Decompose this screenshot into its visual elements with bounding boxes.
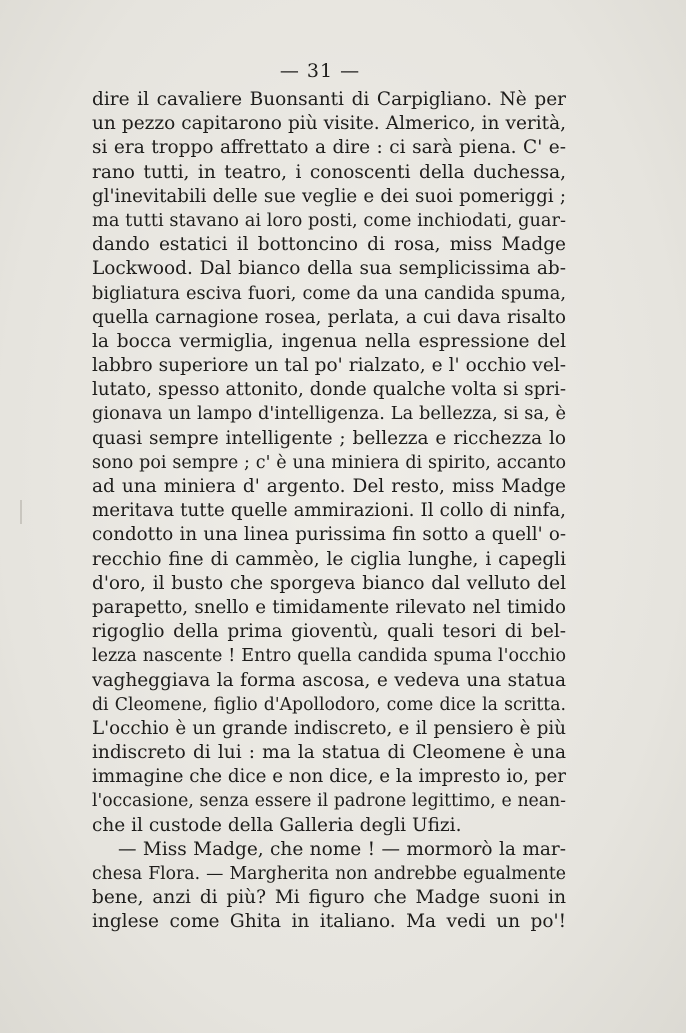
- text-line: recchio fine di cammèo, le ciglia lunghe, i capegli: [92, 548, 566, 570]
- text-line: lezza nascente ! Entro quella candida spuma l'occhio: [92, 646, 566, 667]
- text-line: che il custode della Galleria degli Ufizi.: [92, 814, 462, 836]
- text-line: labbro superiore un tal po' rialzato, e l' occhio vel-: [92, 355, 566, 377]
- text-line: di Cleomene, figlio d'Apollodoro, come dice la scritta.: [92, 694, 566, 715]
- margin-mark: [20, 500, 22, 524]
- page-number: — 31 —: [279, 60, 361, 82]
- text-line: gionava un lampo d'intelligenza. La bellezza, si sa, è: [92, 404, 566, 425]
- text-line: chesa Flora. — Margherita non andrebbe egualmente: [92, 864, 566, 884]
- text-line: bene, anzi di più? Mi figuro che Madge suoni in: [92, 887, 566, 909]
- text-line: dire il cavaliere Buonsanti di Carpigliano. Nè per: [92, 89, 566, 110]
- text-line: vagheggiava la forma ascosa, e vedeva una statua: [92, 669, 566, 691]
- text-line: quasi sempre intelligente ; bellezza e ricchezza lo: [92, 427, 566, 449]
- text-line: L'occhio è un grande indiscreto, e il pensiero è più: [92, 717, 566, 739]
- text-line: la bocca vermiglia, ingenua nella espressione del: [92, 330, 566, 352]
- text-line: ad una miniera d' argento. Del resto, miss Madge: [92, 476, 566, 497]
- text-line: quella carnagione rosea, perlata, a cui dava risalto: [92, 306, 566, 328]
- text-line: l'occasione, senza essere il padrone legittimo, e nean-: [92, 791, 566, 812]
- text-line: meritava tutte quelle ammirazioni. Il collo di ninfa,: [92, 500, 566, 522]
- text-line: lutato, spesso attonito, donde qualche volta si spri-: [92, 379, 566, 401]
- text-line: — Miss Madge, che nome ! — mormorò la mar-: [118, 838, 566, 860]
- text-line: d'oro, il busto che sporgeva bianco dal velluto del: [92, 572, 566, 594]
- text-line: rano tutti, in teatro, i conoscenti della duchessa,: [92, 161, 566, 183]
- text-line: Lockwood. Dal bianco della sua semplicissima ab-: [92, 258, 566, 280]
- text-line: gl'inevitabili delle sue veglie e dei suoi pomeriggi ;: [92, 185, 566, 207]
- text-line: bigliatura esciva fuori, come da una candida spuma,: [92, 283, 566, 304]
- text-line: un pezzo capitarono più visite. Almerico, in verità,: [92, 113, 566, 135]
- text-line: immagine che dice e non dice, e la impresto io, per: [92, 766, 566, 788]
- text-line: indiscreto di lui : ma la statua di Cleomene è una: [92, 742, 566, 764]
- text-line: si era troppo affrettato a dire : ci sarà piena. C' e-: [92, 137, 566, 159]
- text-line: rigoglio della prima gioventù, quali tesori di bel-: [92, 621, 566, 643]
- text-line: parapetto, snello e timidamente rilevato nel timido: [92, 596, 566, 618]
- text-line: condotto in una linea purissima fin sotto a quell' o-: [92, 524, 566, 546]
- text-line: sono poi sempre ; c' è una miniera di spirito, accanto: [92, 452, 566, 473]
- text-line: dando estatici il bottoncino di rosa, miss Madge: [92, 234, 566, 256]
- text-line: inglese come Ghita in italiano. Ma vedi un po'!: [92, 911, 566, 933]
- text-line: ma tutti stavano ai loro posti, come inchiodati, guar-: [92, 210, 566, 231]
- body-text: [92, 88, 566, 935]
